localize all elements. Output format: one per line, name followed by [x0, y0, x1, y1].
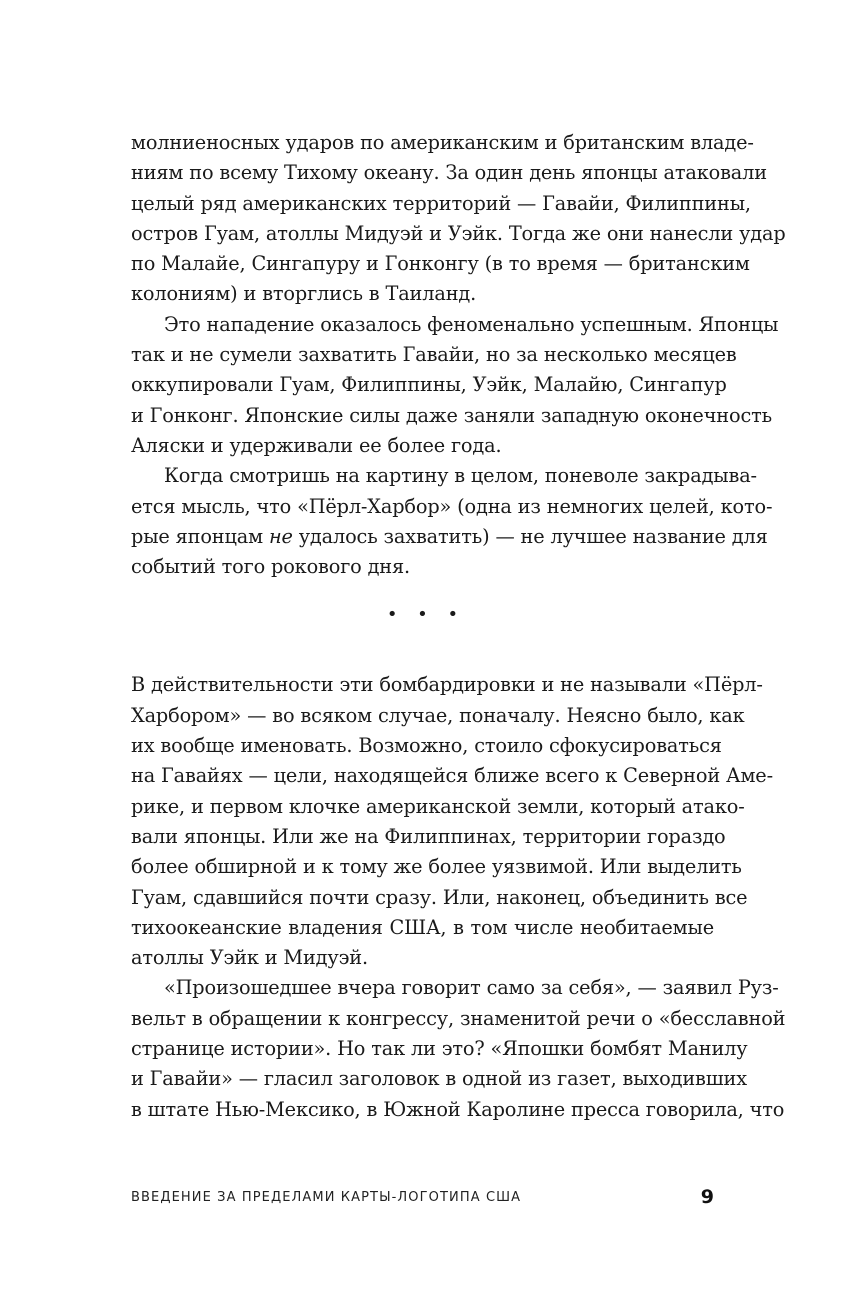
text-line: на Гавайях — цели, находящейся ближе всего к Северной Аме- [131, 764, 773, 788]
text-line: оккупировали Гуам, Филиппины, Уэйк, Малайю, Сингапур [131, 373, 727, 397]
text-line: странице истории». Но так ли это? «Япошки бомбят Манилу [131, 1037, 748, 1061]
text-line: ниям по всему Тихому океану. За один день японцы атаковали [131, 161, 767, 185]
text-line: колониям) и вторглись в Таиланд. [131, 282, 477, 306]
text-line: тихоокеанские владения США, в том числе необитаемые [131, 915, 714, 939]
section-separator: • • • [386, 604, 466, 626]
text-line: в штате Нью-Мексико, в Южной Каролине пресса говорила, что [131, 1097, 785, 1121]
text-line: «Произошедшее вчера говорит само за себя», — заявил Руз- [164, 976, 779, 1000]
running-head: ВВЕДЕНИЕ ЗА ПРЕДЕЛАМИ КАРТЫ-ЛОГОТИПА США [131, 1190, 522, 1205]
text-line: Когда смотришь на картину в целом, поневоле закрадыва- [164, 464, 757, 488]
text-line: вельт в обращении к конгрессу, знаменитой речи о «бесславной [131, 1006, 786, 1030]
page-number: 9 [700, 1186, 714, 1208]
text-fragment: удалось захватить) — не лучшее название для [292, 524, 768, 548]
text-line: молниеносных ударов по американским и британским владе- [131, 131, 754, 154]
text-line: по Малайе, Сингапуру и Гонконгу (в то время — британским [131, 252, 750, 276]
text-line: их вообще именовать. Возможно, стоило сфокусироваться [131, 734, 722, 758]
text-line: целый ряд американских территорий — Гавайи, Филиппины, [131, 191, 751, 215]
page-footer [131, 1186, 714, 1210]
text-line: атоллы Уэйк и Мидуэй. [131, 946, 368, 970]
text-line: ется мысль, что «Пёрл-Харбор» (одна из немногих целей, кото- [131, 494, 773, 518]
emphasis-text: не [268, 524, 293, 548]
text-line: Гуам, сдавшийся почти сразу. Или, наконец, объединить все [131, 885, 748, 909]
text-line: и Гонконг. Японские силы даже заняли западную оконечность [131, 403, 772, 427]
text-line: Харбором» — во всяком случае, поначалу. Неясно было, как [131, 703, 745, 727]
text-line: В действительности эти бомбардировки и не называли «Пёрл- [131, 673, 763, 697]
text-line: остров Гуам, атоллы Мидуэй и Уэйк. Тогда же они нанесли удар [131, 221, 786, 245]
text-fragment: рые японцам [131, 524, 269, 548]
text-line: более обширной и к тому же более уязвимой. Или выделить [131, 855, 742, 879]
text-line: вали японцы. Или же на Филиппинах, территории гораздо [131, 824, 726, 848]
text-line: рике, и первом клочке американской земли, который атако- [131, 794, 745, 818]
page-body [131, 128, 786, 1125]
text-line: Аляски и удерживали ее более года. [131, 433, 502, 457]
text-line: так и не сумели захватить Гавайи, но за несколько месяцев [131, 343, 737, 367]
text-line: и Гавайи» — гласил заголовок в одной из газет, выходивших [131, 1067, 747, 1091]
text-line: событий того рокового дня. [131, 555, 411, 579]
text-line: Это нападение оказалось феноменально успешным. Японцы [164, 312, 779, 336]
text-line-with-emphasis [131, 522, 768, 552]
